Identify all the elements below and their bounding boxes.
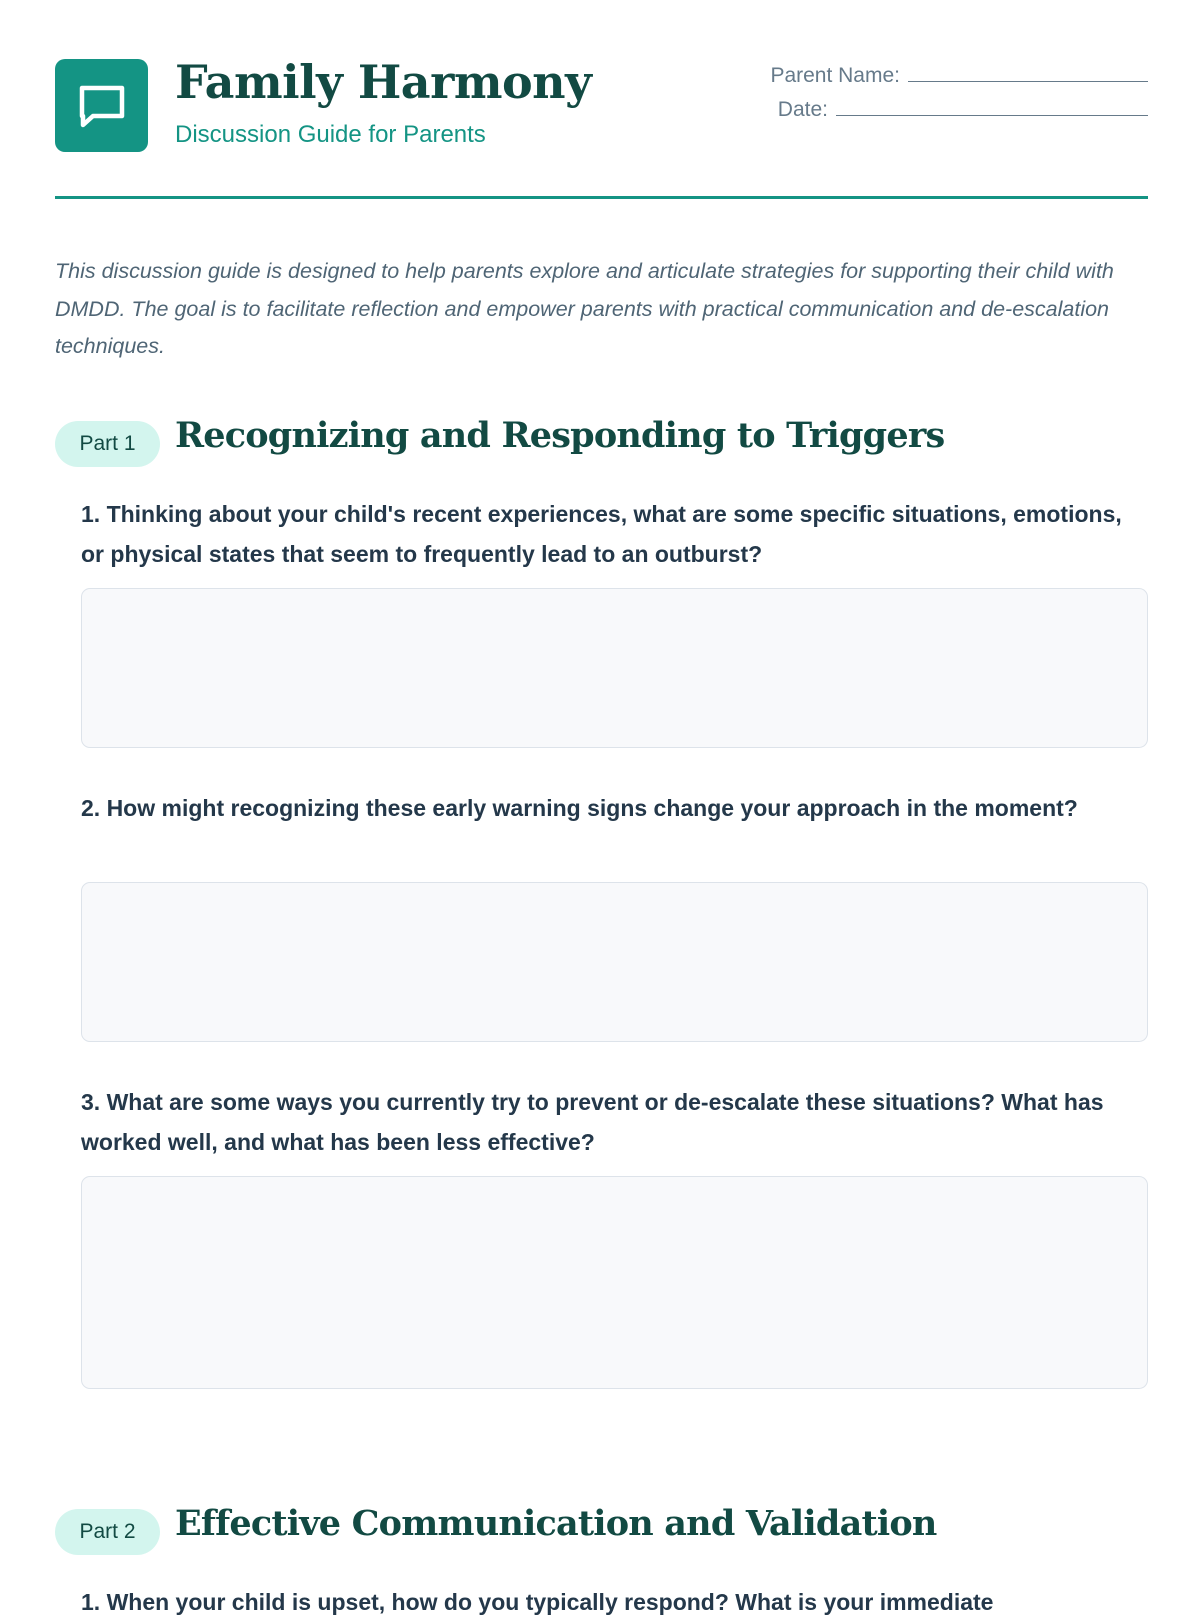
- answer-box-1[interactable]: [81, 588, 1148, 748]
- section-title: Effective Communication and Validation: [175, 1503, 937, 1544]
- question-2: 2. How might recognizing these early warning signs change your approach in the moment?: [81, 795, 1078, 821]
- section-title: Recognizing and Responding to Triggers: [175, 415, 945, 456]
- header: [55, 55, 1148, 154]
- section-header-part-2: [55, 1503, 1148, 1557]
- parent-name-label: Parent Name:: [770, 64, 900, 87]
- chat-bubble-icon: [76, 83, 128, 131]
- date-field[interactable]: [770, 93, 1148, 127]
- answer-box-3[interactable]: [81, 1176, 1148, 1389]
- intro-text: This discussion guide is designed to help parents explore and articulate strategies for supporting their child with DMDD. The goal is to facilitate reflection and empower parents with practical communication and de-escalation techniques.: [55, 259, 1114, 358]
- question-part2-1: 1. When your child is upset, how do you typically respond? What is your immediate: [81, 1589, 994, 1615]
- discussion-guide-page: [55, 0, 1148, 1615]
- section-header-part-1: [55, 415, 1148, 469]
- header-fields: [770, 59, 1148, 127]
- page-title: Family Harmony: [175, 55, 592, 109]
- question-3: 3. What are some ways you currently try to prevent or de-escalate these situations? What has worked well, and what has been less effective?: [81, 1089, 1104, 1155]
- parent-name-field[interactable]: [770, 59, 1148, 93]
- answer-box-2[interactable]: [81, 882, 1148, 1042]
- part-badge: Part 2: [55, 1509, 160, 1555]
- logo: [55, 59, 148, 152]
- question-1: 1. Thinking about your child's recent experiences, what are some specific situations, emotions, or physical states that seem to frequently lead to an outburst?: [81, 501, 1122, 567]
- part-badge: Part 1: [55, 421, 160, 467]
- header-divider: [55, 196, 1148, 199]
- date-line[interactable]: [836, 93, 1148, 116]
- page-subtitle: Discussion Guide for Parents: [175, 121, 486, 148]
- date-label: Date:: [777, 98, 828, 121]
- parent-name-line[interactable]: [908, 59, 1148, 82]
